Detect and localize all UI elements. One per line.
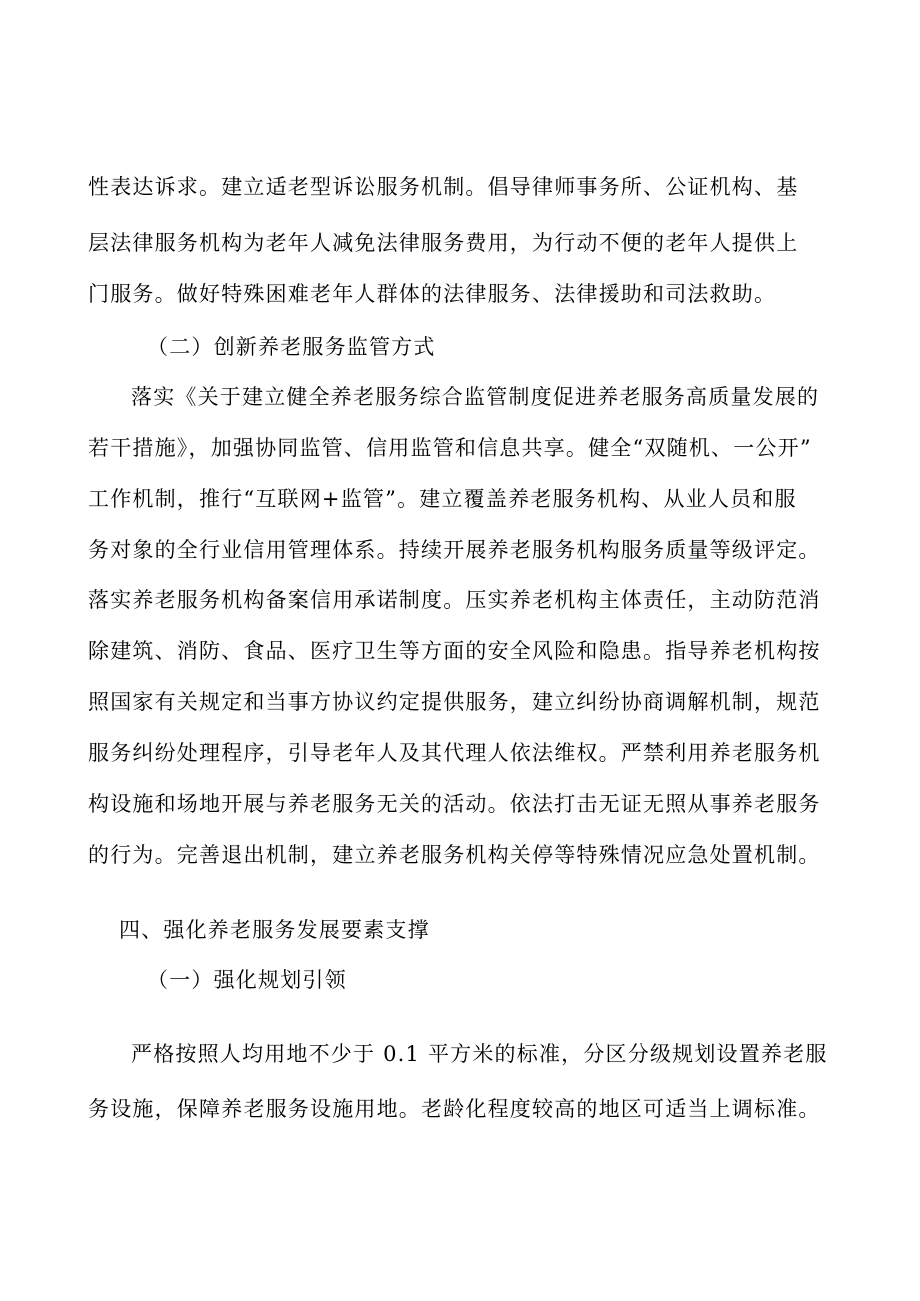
paragraph-line: 落实《关于建立健全养老服务综合监管制度促进养老服务高质量发展的 bbox=[131, 385, 820, 409]
sub-heading-planning: （一）强化规划引领 bbox=[147, 968, 347, 992]
paragraph-line: 落实养老服务机构备案信用承诺制度。压实养老机构主体责任，主动防范消 bbox=[88, 588, 821, 612]
paragraph-line: 照国家有关规定和当事方协议约定提供服务，建立纠纷协商调解机制，规范 bbox=[88, 690, 821, 714]
paragraph-line: 门服务。做好特殊困难老年人群体的法律服务、法律援助和司法救助。 bbox=[88, 282, 777, 306]
paragraph-line: 层法律服务机构为老年人减免法律服务费用，为行动不便的老年人提供上 bbox=[88, 231, 799, 255]
paragraph-line: 严格按照人均用地不少于 0.1 平方米的标准，分区分级规划设置养老服 bbox=[131, 1042, 828, 1066]
paragraph-line: 性表达诉求。建立适老型诉讼服务机制。倡导律师事务所、公证机构、基 bbox=[88, 175, 799, 199]
paragraph-line: 除建筑、消防、食品、医疗卫生等方面的安全风险和隐患。指导养老机构按 bbox=[88, 639, 821, 663]
paragraph-line: 务对象的全行业信用管理体系。持续开展养老服务机构服务质量等级评定。 bbox=[88, 538, 821, 562]
paragraph-line: 若干措施》，加强协同监管、信用监管和信息共享。健全“双随机、一公开” bbox=[88, 436, 812, 460]
paragraph-line: 服务纠纷处理程序，引导老年人及其代理人依法维权。严禁利用养老服务机 bbox=[88, 741, 821, 765]
paragraph-line: 工作机制，推行“互联网+监管”。建立覆盖养老服务机构、从业人员和服 bbox=[88, 487, 797, 511]
paragraph-line: 务设施，保障养老服务设施用地。老龄化程度较高的地区可适当上调标准。 bbox=[88, 1097, 821, 1121]
section-heading-four: 四、强化养老服务发展要素支撑 bbox=[119, 918, 430, 942]
paragraph-line: 构设施和场地开展与养老服务无关的活动。依法打击无证无照从事养老服务 bbox=[88, 792, 821, 816]
paragraph-line: 的行为。完善退出机制，建立养老服务机构关停等特殊情况应急处置机制。 bbox=[88, 843, 821, 867]
sub-heading-innovate-supervision: （二）创新养老服务监管方式 bbox=[147, 335, 436, 359]
